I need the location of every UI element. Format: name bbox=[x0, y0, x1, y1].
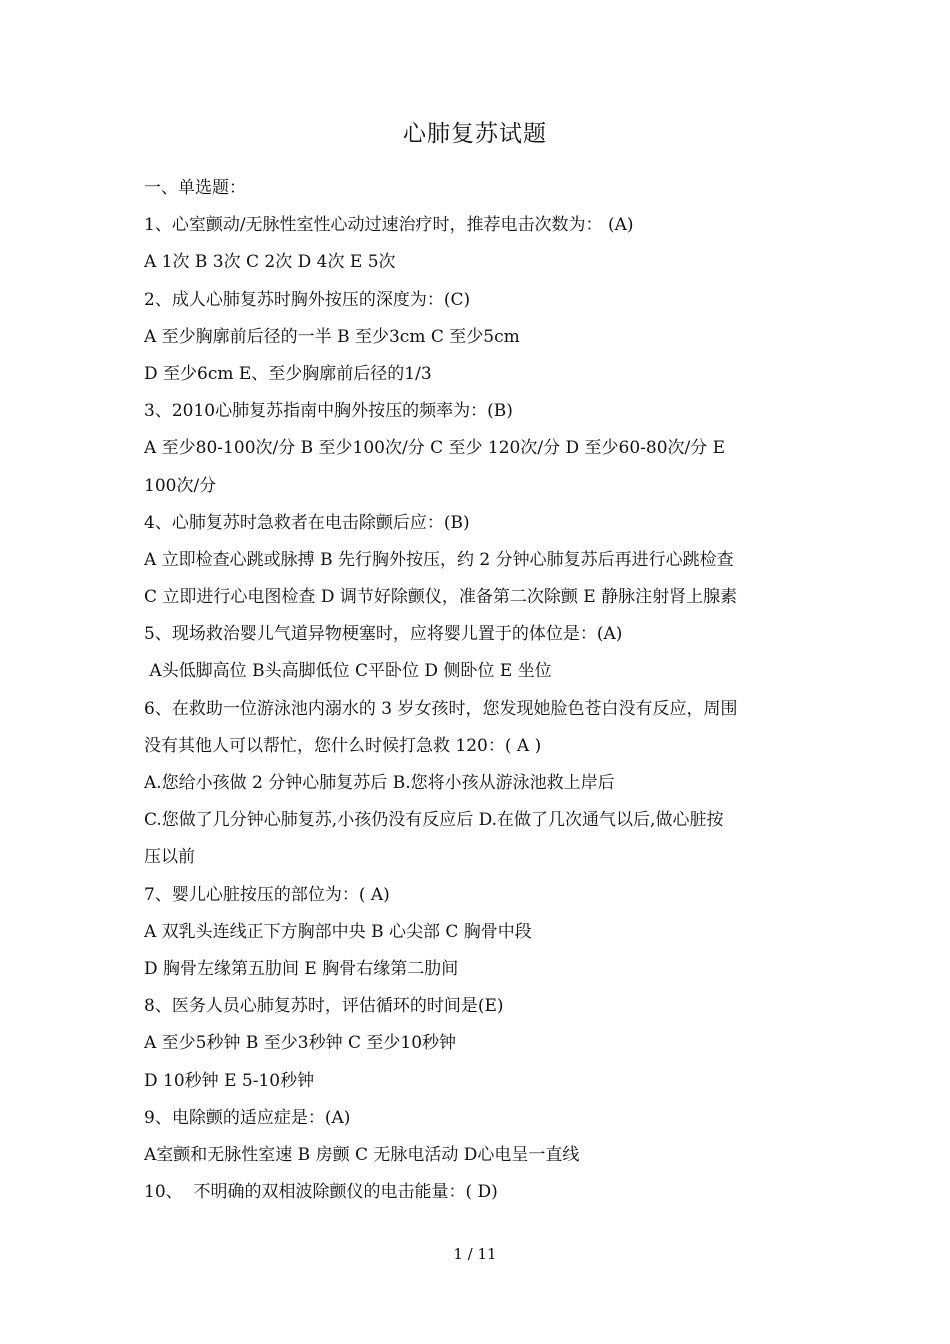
question-6-line-2: 没有其他人可以帮忙，您什么时候打急救 120：( A ) bbox=[144, 735, 542, 756]
question-5: 5、现场救治婴儿气道异物梗塞时，应将婴儿置于的体位是：(A) bbox=[144, 624, 623, 645]
question-10: 10、 不明确的双相波除颤仪的电击能量：( D) bbox=[144, 1182, 498, 1203]
question-8: 8、医务人员心肺复苏时，评估循环的时间是(E) bbox=[144, 996, 504, 1017]
question-6-options-line-2: C.您做了几分钟心肺复苏,小孩仍没有反应后 D.在做了几次通气以后,做心脏按 bbox=[144, 810, 724, 831]
question-1-options: A 1次 B 3次 C 2次 D 4次 E 5次 bbox=[144, 252, 396, 273]
question-list bbox=[144, 170, 814, 1211]
question-7-options-line-2: D 胸骨左缘第五肋间 E 胸骨右缘第二肋间 bbox=[144, 958, 459, 979]
question-7: 7、婴儿心脏按压的部位为：( A) bbox=[144, 884, 390, 905]
question-7-options-line-1: A 双乳头连线正下方胸部中央 B 心尖部 C 胸骨中段 bbox=[144, 921, 532, 942]
question-4: 4、心肺复苏时急救者在电击除颤后应：(B) bbox=[144, 512, 470, 533]
question-3-options-line-1: A 至少80-100次/分 B 至少100次/分 C 至少 120次/分 D 至少60-80次/分 E bbox=[144, 438, 726, 459]
question-1: 1、心室颤动/无脉性室性心动过速治疗时，推荐电击次数为： (A) bbox=[144, 215, 634, 236]
question-4-options-line-2: C 立即进行心电图检查 D 调节好除颤仪，准备第二次除颤 E 静脉注射肾上腺素 bbox=[144, 587, 738, 608]
page-number: 1 / 11 bbox=[453, 1245, 497, 1263]
page-title: 心肺复苏试题 bbox=[403, 121, 547, 147]
question-9: 9、电除颤的适应症是：(A) bbox=[144, 1107, 351, 1128]
question-2-options-line-1: A 至少胸廓前后径的一半 B 至少3cm C 至少5cm bbox=[144, 326, 520, 347]
question-6-options-line-3: 压以前 bbox=[144, 847, 195, 868]
question-2: 2、成人心肺复苏时胸外按压的深度为：(C) bbox=[144, 289, 471, 310]
question-9-options: A室颤和无脉性室速 B 房颤 C 无脉电活动 D心电呈一直线 bbox=[144, 1144, 580, 1165]
question-3: 3、2010心肺复苏指南中胸外按压的频率为：(B) bbox=[144, 401, 513, 422]
question-5-options: A头低脚高位 B头高脚低位 C平卧位 D 侧卧位 E 坐位 bbox=[144, 661, 552, 682]
question-4-options-line-1: A 立即检查心跳或脉搏 B 先行胸外按压，约 2 分钟心肺复苏后再进行心跳检查 bbox=[144, 549, 734, 570]
section-heading: 一、单选题： bbox=[144, 178, 246, 198]
question-8-options-line-2: D 10秒钟 E 5-10秒钟 bbox=[144, 1070, 315, 1091]
question-3-options-line-2: 100次/分 bbox=[144, 475, 217, 496]
question-6-options-line-1: A.您给小孩做 2 分钟心肺复苏后 B.您将小孩从游泳池救上岸后 bbox=[144, 773, 615, 793]
question-2-options-line-2: D 至少6cm E、至少胸廓前后径的1/3 bbox=[144, 363, 432, 384]
question-6-line-1: 6、在救助一位游泳池内溺水的 3 岁女孩时，您发现她脸色苍白没有反应，周围 bbox=[144, 698, 738, 719]
question-8-options-line-1: A 至少5秒钟 B 至少3秒钟 C 至少10秒钟 bbox=[144, 1033, 457, 1054]
